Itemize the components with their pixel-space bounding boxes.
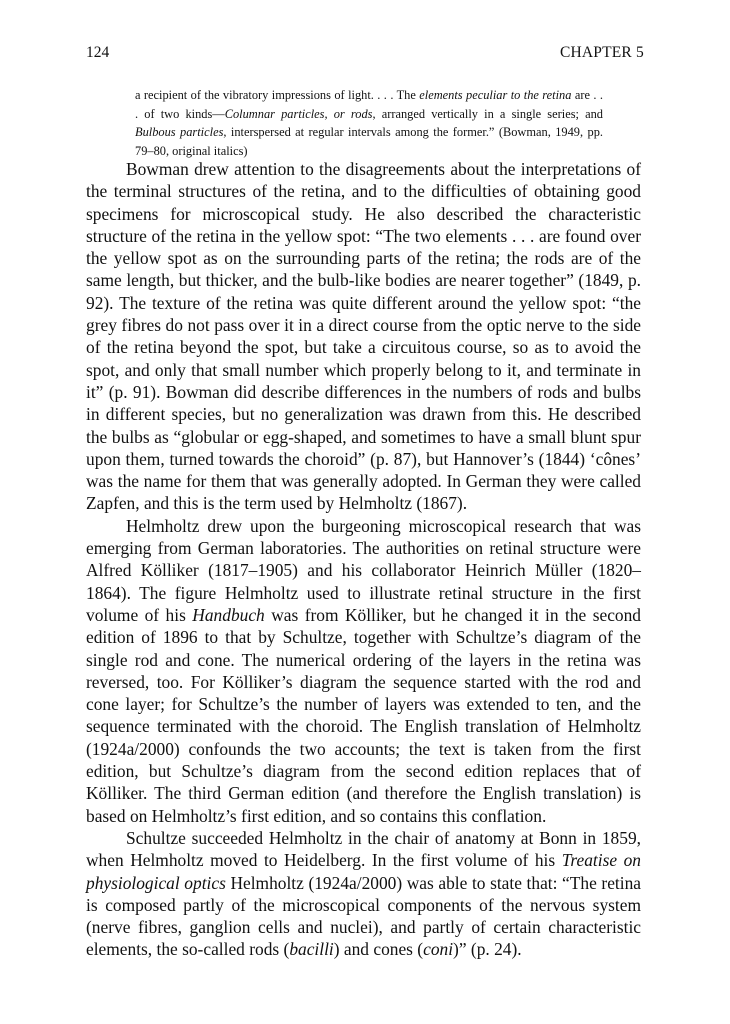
quote-italic: Bulbous particles xyxy=(135,125,224,140)
running-header xyxy=(86,44,644,66)
paragraph-text: Helmholtz (1924a/2000) was able to state that: “The retina is composed partly of the microscopical components of the nervous system (nerve fibres, ganglion cells and nuclei), and partly of certain characteristic elements, the so-called rods ( xyxy=(86,872,641,960)
paragraph-text: was from Kölliker, but he changed it in the second edition of 1896 to that by Schultze, together with Schultze’s diagram of the single rod and cone. The numerical ordering of the layers in the retina was reversed, too. For Kölliker’s diagram the sequence started with the rod and cone layer; for Schultze’s the number of layers was extended to ten, and the sequence terminated with the choroid. The English translation of Helmholtz (1924a/2000) confounds the two accounts; the text is taken from the first edition, but Schultze’s diagram from the second edition replaces that of Kölliker. The third German edition (and therefore the English translation) is based on Helmholtz’s first edition, and so contains this conflation. xyxy=(86,604,641,826)
quote-text: , interspersed at regular intervals among the former.” (Bowman, 1949, pp. 79–80, original italics) xyxy=(135,125,603,158)
italic-text: coni xyxy=(423,939,454,960)
italic-text: Handbuch xyxy=(192,604,265,625)
paragraph-bowman xyxy=(86,158,641,515)
paragraph-text: ) and cones ( xyxy=(333,939,424,960)
quote-italic: Columnar particles, or rods xyxy=(224,106,373,121)
body-text xyxy=(86,158,641,961)
quote-text: , arranged vertically in a single series; and xyxy=(372,106,604,121)
italic-text: Treatise on physiological optics xyxy=(86,850,641,893)
paragraph-text: )” (p. 24). xyxy=(453,939,522,960)
quote-text: a recipient of the vibratory impressions of light. . . . The xyxy=(135,88,420,102)
paragraph-schultze xyxy=(86,827,641,961)
block-quote xyxy=(135,86,603,160)
page-number: 124 xyxy=(86,44,110,61)
quote-italic: elements peculiar to the retina xyxy=(419,88,572,102)
paragraph-text: Bowman drew attention to the disagreements about the interpretations of the terminal structures of the retina, and to the difficulties of obtaining good specimens for microscopical study. He also described the characteristic structure of the retina in the yellow spot: “The two elements . . . are found over the yellow spot as on the surrounding parts of the retina; the rods are of the same length, but thicker, and the bulb-like bodies are nearer together” (1849, p. 92). The texture of the retina was quite different around the yellow spot: “the grey fibres do not pass over it in a direct course from the optic nerve to the side of the retina beyond the spot, but take a circuitous course, so as to avoid the spot, and only that small number which properly belong to it, and terminate in it” (p. 91). Bowman did describe differences in the numbers of rods and bulbs in different species, but no generalization was drawn from this. He described the bulbs as “globular or egg-shaped, and sometimes to have a small blunt spur upon them, turned towards the choroid” (p. 87), but Hannover’s (1844) ‘cônes’ was the name for them that was generally adopted. In German they were called Zapfen, and this is the term used by Helmholtz (1867). xyxy=(86,159,641,514)
chapter-title: CHAPTER 5 xyxy=(559,44,644,61)
paragraph-text: Schultze succeeded Helmholtz in the chair of anatomy at Bonn in 1859, when Helmholtz moved to Heidelberg. In the first volume of his xyxy=(86,827,641,871)
quote-text: are . . . of two kinds— xyxy=(135,88,603,121)
paragraph-text: Helmholtz drew upon the burgeoning microscopical research that was emerging from German laboratories. The authorities on retinal structure were Alfred Kölliker (1817–1905) and his collaborator Heinrich Müller (1820–1864). The figure Helmholtz used to illustrate retinal structure in the first volume of his xyxy=(86,515,641,625)
paragraph-helmholtz xyxy=(86,515,641,827)
italic-text: bacilli xyxy=(289,939,334,960)
